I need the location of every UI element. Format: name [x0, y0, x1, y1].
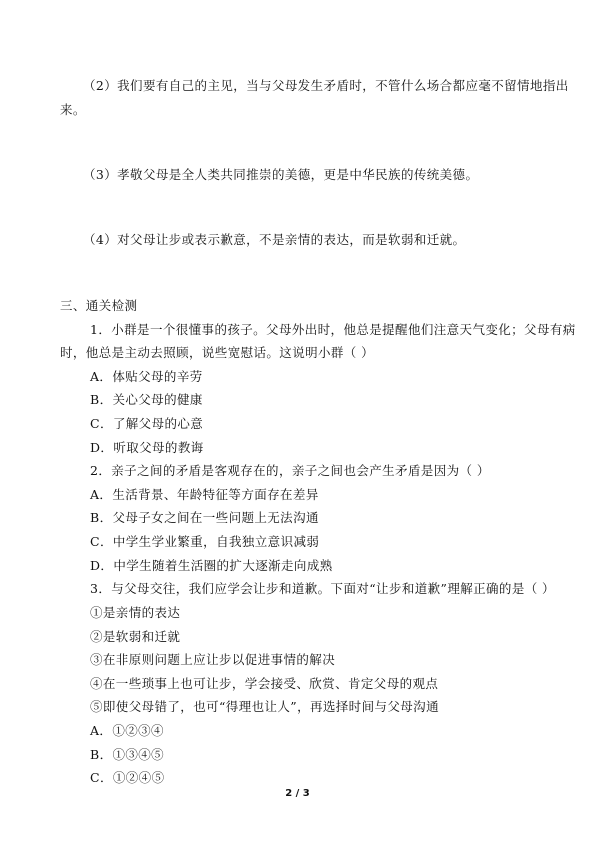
question-2-option-d: D．中学生随着生活圈的扩大逐渐走向成熟: [90, 558, 333, 573]
page-number: 2 / 3: [285, 788, 310, 799]
question-3-option-a: A．①②③④: [90, 723, 164, 738]
question-3-item-3: ③在非原则问题上应让步以促进事情的解决: [90, 652, 336, 667]
statement-3: （3）孝敬父母是全人类共同推崇的美德，更是中华民族的传统美德。: [83, 167, 479, 182]
question-3-item-4: ④在一些琐事上也可让步，学会接受、欣赏、肯定父母的观点: [90, 676, 439, 691]
question-3-stem: 3．与父母交往，我们应学会让步和道歉。下面对“让步和道歉”理解正确的是（ ）: [90, 581, 555, 596]
section-title: 三、通关检测: [60, 298, 138, 313]
question-1-stem-line-2: 时，他总是主动去照顾，说些宽慰话。这说明小群（ ）: [60, 345, 374, 360]
question-2-stem: 2．亲子之间的矛盾是客观存在的，亲子之间也会产生矛盾是因为（ ）: [90, 463, 490, 478]
question-2-option-c: C．中学生学业繁重，自我独立意识减弱: [90, 534, 320, 549]
question-3-option-c: C．①②④⑤: [90, 770, 165, 785]
question-3-item-2: ②是软弱和迁就: [90, 629, 181, 644]
question-1-option-c: C．了解父母的心意: [90, 416, 204, 431]
question-2-option-b: B．父母子女之间在一些问题上无法沟通: [90, 510, 319, 525]
question-1-stem-line-1: 1．小群是一个很懂事的孩子。父母外出时，他总是提醒他们注意天气变化；父母有病: [90, 322, 576, 337]
question-3-item-5: ⑤即使父母错了，也可“得理也让人”，再选择时间与父母沟通: [90, 699, 439, 714]
question-3-item-1: ①是亲情的表达: [90, 605, 181, 620]
statement-2-line-2: 来。: [60, 102, 86, 117]
question-1-option-d: D．听取父母的教诲: [90, 440, 204, 455]
statement-2-line-1: （2）我们要有自己的主见，当与父母发生矛盾时，不管什么场合都应毫不留情地指出: [83, 78, 569, 93]
question-1-option-a: A．体贴父母的辛劳: [90, 369, 203, 384]
statement-4: （4）对父母让步或表示歉意，不是亲情的表达，而是软弱和迁就。: [83, 232, 466, 247]
question-3-option-b: B．①③④⑤: [90, 747, 165, 762]
question-2-option-a: A．生活背景、年龄特征等方面存在差异: [90, 487, 319, 502]
question-1-option-b: B．关心父母的健康: [90, 392, 203, 407]
